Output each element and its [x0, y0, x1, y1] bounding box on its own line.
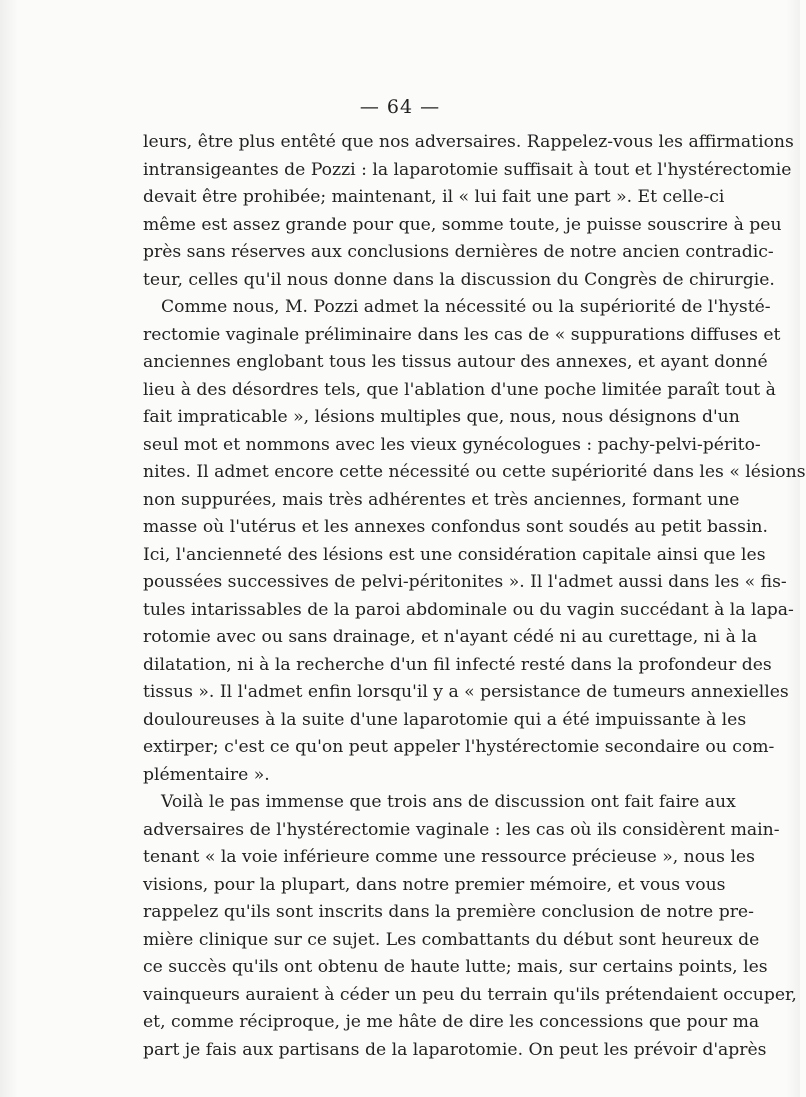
paragraph-start-line: Comme nous, M. Pozzi admet la nécessité ou la supériorité de l'hysté-	[161, 297, 771, 317]
text-line: non suppurées, mais très adhérentes et très anciennes, formant une	[143, 489, 740, 510]
text-line: près sans réserves aux conclusions dernières de notre ancien contradic-	[143, 242, 774, 262]
text-line: visions, pour la plupart, dans notre premier mémoire, et vous vous	[143, 874, 726, 895]
text-line: tenant « la voie inférieure comme une ressource précieuse », nous les	[143, 847, 755, 867]
text-line: teur, celles qu'il nous donne dans la discussion du Congrès de chirurgie.	[143, 269, 775, 290]
text-line: même est assez grande pour que, somme toute, je puisse souscrire à peu	[143, 214, 782, 235]
text-line: rotomie avec ou sans drainage, et n'ayant cédé ni au curettage, ni à la	[143, 627, 758, 647]
text-line: rectomie vaginale préliminaire dans les cas de « suppurations diffuses et	[143, 324, 781, 345]
text-line: ce succès qu'ils ont obtenu de haute lutte; mais, sur certains points, les	[143, 957, 768, 977]
text-line: dilatation, ni à la recherche d'un fil infecté resté dans la profondeur des	[143, 654, 772, 675]
text-line: extirper; c'est ce qu'on peut appeler l'hystérectomie secondaire ou com-	[143, 737, 775, 757]
page-number: — 64 —	[359, 96, 441, 118]
text-line: lieu à des désordres tels, que l'ablation d'une poche limitée paraît tout à	[143, 379, 776, 400]
text-line: nites. Il admet encore cette nécessité ou cette supériorité dans les « lésions	[143, 462, 806, 482]
paragraph-start-line: Voilà le pas immense que trois ans de discussion ont fait faire aux	[161, 792, 736, 812]
text-line: masse où l'utérus et les annexes confondus sont soudés au petit bassin.	[143, 517, 768, 537]
text-line: anciennes englobant tous les tissus autour des annexes, et ayant donné	[143, 352, 768, 372]
text-line: Ici, l'ancienneté des lésions est une considération capitale ainsi que les	[143, 544, 766, 565]
text-line: leurs, être plus entêté que nos adversaires. Rappelez-vous les affirmations	[143, 132, 794, 152]
text-line: douloureuses à la suite d'une laparotomie qui a été impuissante à les	[143, 709, 747, 730]
text-line: adversaires de l'hystérectomie vaginale : les cas où ils considèrent main-	[143, 819, 780, 840]
text-line: et, comme réciproque, je me hâte de dire les concessions que pour ma	[143, 1012, 760, 1032]
paragraph-end-line: plémentaire ».	[143, 764, 270, 785]
text-line: seul mot et nommons avec les vieux gynécologues : pachy-pelvi-périto-	[143, 434, 761, 455]
text-line: mière clinique sur ce sujet. Les combattants du début sont heureux de	[143, 929, 760, 950]
text-line: devait être prohibée; maintenant, il « lui fait une part ». Et celle-ci	[143, 187, 725, 207]
text-line: fait impraticable », lésions multiples que, nous, nous désignons d'un	[143, 407, 740, 427]
text-line: vainqueurs auraient à céder un peu du terrain qu'ils prétendaient occuper,	[143, 984, 797, 1005]
text-line: rappelez qu'ils sont inscrits dans la première conclusion de notre pre-	[143, 902, 754, 922]
body-text	[143, 129, 806, 1064]
text-line: poussées successives de pelvi-péritonites ». Il l'admet aussi dans les « fis-	[143, 572, 787, 592]
text-line: tissus ». Il l'admet enfin lorsqu'il y a « persistance de tumeurs annexielles	[143, 682, 789, 702]
text-line: intransigeantes de Pozzi : la laparotomie suffisait à tout et l'hystérectomie	[143, 159, 792, 180]
text-line: tules intarissables de la paroi abdominale ou du vagin succédant à la lapa-	[143, 599, 794, 620]
text-line: part je fais aux partisans de la laparotomie. On peut les prévoir d'après	[143, 1039, 767, 1060]
